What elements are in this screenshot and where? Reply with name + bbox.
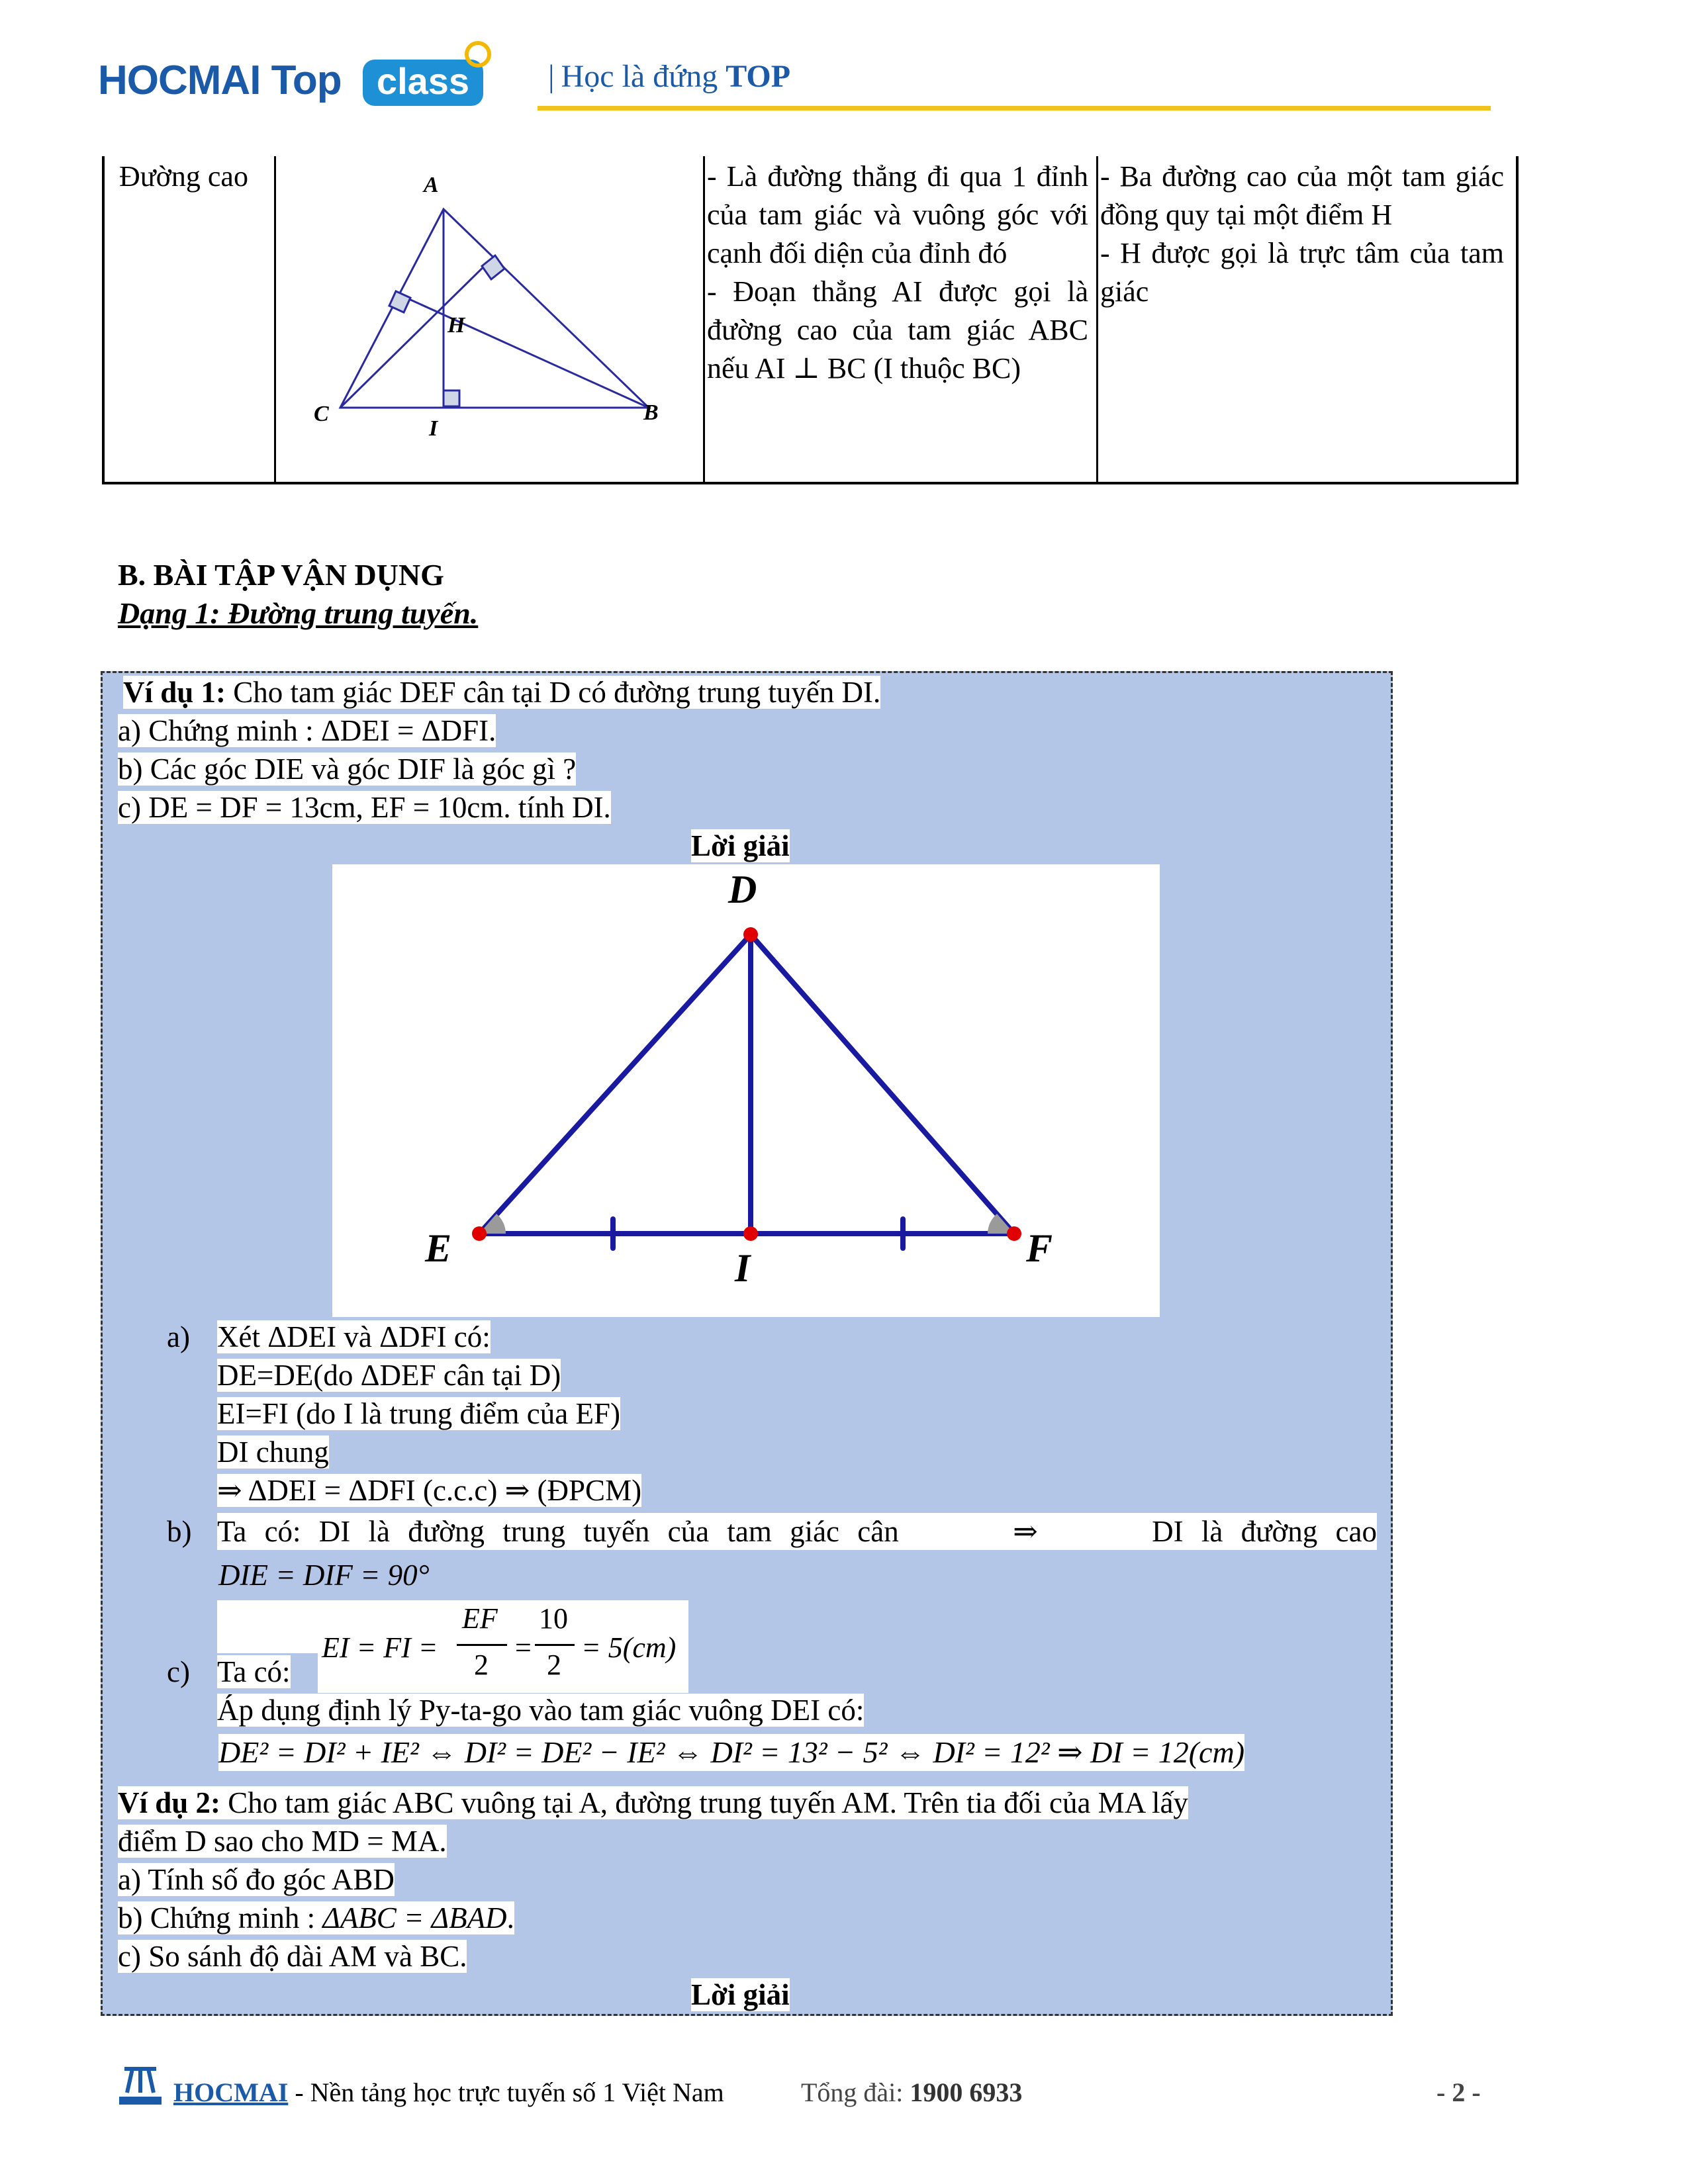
altitude-from-b (395, 293, 649, 408)
label-c: C (314, 402, 329, 426)
section-title: B. BÀI TẬP VẬN DỤNG (118, 558, 444, 592)
solution-c-text: Ta có: (217, 1655, 291, 1688)
label-i: I (735, 1246, 751, 1290)
fraction-bar (535, 1644, 575, 1646)
solution-b-equation: DIE = DIF = 90° (218, 1557, 430, 1594)
solution-a-marker: a) (167, 1320, 190, 1353)
example2-statement: Ví dụ 2: Cho tam giác ABC vuông tại A, đường trung tuyến AM. Trên tia đối của MA lấy (118, 1786, 1188, 1819)
label-e: E (425, 1226, 452, 1270)
solution-a-line: Xét ΔDEI và ΔDFI có: (217, 1320, 491, 1353)
header-divider (538, 106, 1491, 111)
label-f: F (1026, 1226, 1053, 1270)
footer-brand-line: HOCMAI - Nền tảng học trực tuyến số 1 Việt Nam (173, 2077, 724, 2107)
example1-part-a: a) Chứng minh : ΔDEI = ΔDFI. (118, 714, 496, 747)
solution-a-line: EI=FI (do I là trung điểm của EF) (217, 1397, 620, 1430)
example2-part-c: c) So sánh độ dài AM và BC. (118, 1940, 467, 1973)
table-divider (274, 156, 276, 484)
right-angle-marker (482, 255, 504, 279)
header-tagline: | Học là đứng TOP (548, 59, 791, 94)
highlight-block (217, 1600, 318, 1653)
solution-c-pythagoras: Áp dụng định lý Py-ta-go vào tam giác vuông DEI có: (217, 1694, 865, 1727)
hocmai-footer-logo-icon (115, 2064, 165, 2107)
side-df (751, 934, 1014, 1234)
solution-b-marker: b) (167, 1515, 192, 1548)
example1-solution-title: Lời giải (691, 829, 790, 862)
point-e (472, 1226, 487, 1241)
example2-statement-cont: điểm D sao cho MD = MA. (118, 1825, 447, 1858)
table-divider (703, 156, 705, 484)
example1-part-c: c) DE = DF = 13cm, EF = 10cm. tính DI. (118, 791, 611, 824)
altitude-figure (285, 165, 695, 443)
example2-solution-title: Lời giải (691, 1978, 790, 2011)
example1-part-b: b) Các góc DIE và góc DIF là góc gì ? (118, 752, 577, 786)
logo: HOCMAI Top (98, 58, 342, 103)
label-b: B (643, 400, 659, 425)
isosceles-triangle-figure (332, 864, 1160, 1317)
point-i (743, 1226, 758, 1241)
solution-c-fraction: EI = FI = EF 2 = 10 2 = 5(cm) (318, 1600, 688, 1693)
label-i: I (429, 416, 438, 441)
point-d (743, 927, 758, 942)
solution-b-line: Ta có: DI là đường trung tuyến của tam giác cân ⇒ DI là đường cao (217, 1513, 1377, 1550)
solution-a-line: DI chung (217, 1435, 329, 1469)
example2-part-a: a) Tính số đo góc ABD (118, 1863, 395, 1896)
table-cell-label: Đường cao (119, 160, 248, 193)
logo-class-badge: class (363, 60, 483, 106)
solution-c-marker: c) (167, 1655, 190, 1688)
footer-hotline: Tổng đài: 1900 6933 (801, 2077, 1023, 2107)
property-cell: - Ba đường cao của một tam giác đồng quy tại một điểm H - H được gọi là trực tâm của tam giác (1100, 160, 1504, 308)
fraction-bar (457, 1644, 507, 1646)
logo-star-icon (465, 41, 491, 68)
definition-cell: - Là đường thẳng đi qua 1 đỉnh của tam giác và vuông góc với cạnh đối diện của đỉnh đó - Đoạn thẳng AI được gọi là đường cao của tam giác ABC nếu AI ⊥ BC (I thuộc BC) (707, 160, 1088, 385)
table-divider (1096, 156, 1098, 484)
point-f (1007, 1226, 1021, 1241)
label-d: D (728, 868, 757, 911)
example1-statement: Ví dụ 1: Cho tam giác DEF cân tại D có đường trung tuyến DI. (123, 676, 881, 709)
footer-brand-link[interactable]: HOCMAI (173, 2077, 289, 2107)
page-number: - 2 - (1436, 2077, 1481, 2107)
example2-part-b: b) Chứng minh : ΔABC = ΔBAD. (118, 1901, 514, 1934)
solution-a-line: ⇒ ΔDEI = ΔDFI (c.c.c) ⇒ (ĐPCM) (217, 1474, 642, 1507)
altitude-from-c (340, 255, 495, 408)
side-de (479, 934, 751, 1234)
label-a: A (424, 173, 439, 197)
triangle-abc (340, 209, 649, 408)
section-subtitle: Dạng 1: Đường trung tuyến. (118, 596, 479, 630)
right-angle-i (444, 390, 459, 406)
label-h: H (447, 313, 465, 338)
solution-c-formula: DE² = DI² + IE² ⇔ DI² = DE² − IE² ⇔ DI² = 13² − 5² ⇔ DI² = 12² ⇒ DI = 12(cm) (218, 1734, 1244, 1771)
solution-a-line: DE=DE(do ΔDEF cân tại D) (217, 1359, 561, 1392)
